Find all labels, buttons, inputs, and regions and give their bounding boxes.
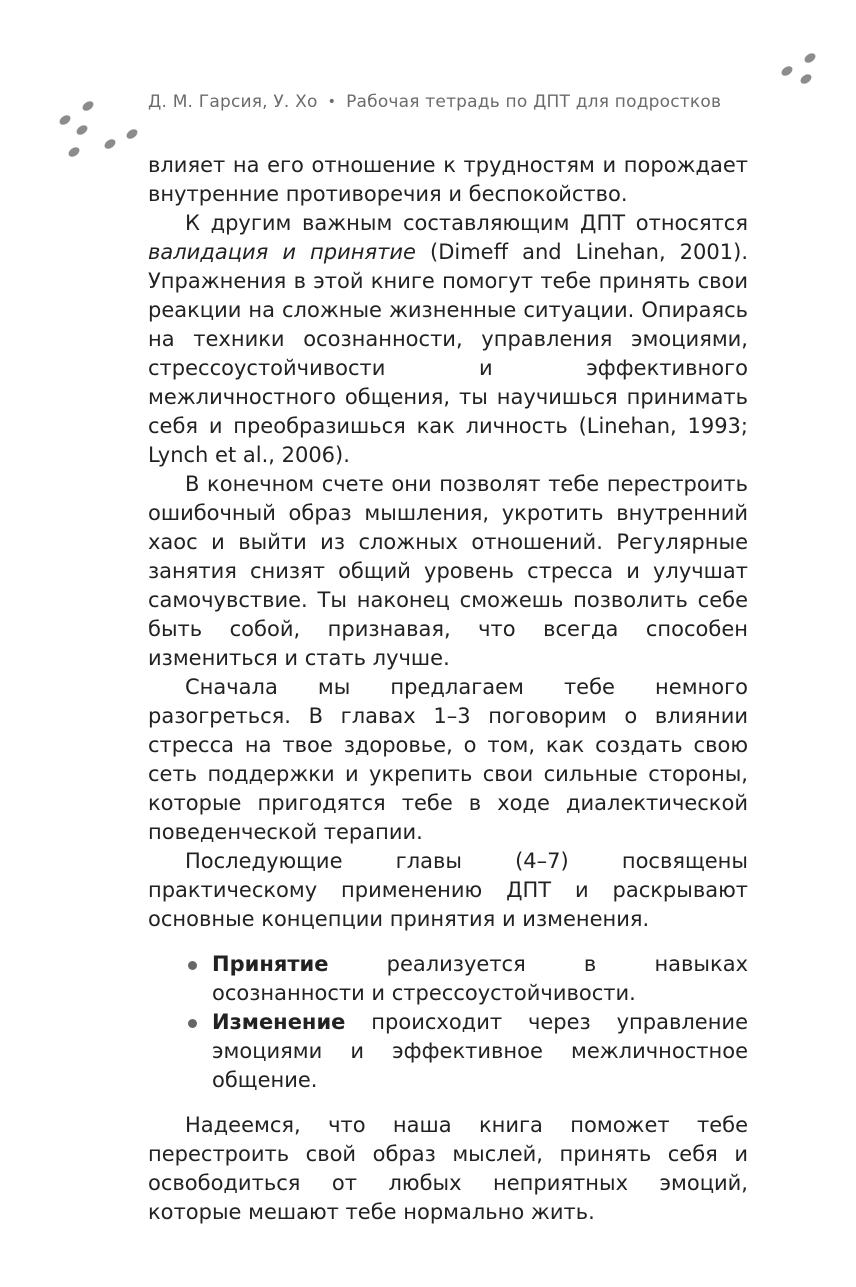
bullet-term: Принятие — [212, 952, 329, 976]
paragraph-6: Надеемся, что наша книга поможет тебе перестроить свой образ мыслей, принять себя и освободиться от любых неприятных эмоций, которые мешают тебе нормально жить. — [148, 1113, 748, 1224]
bullet-term: Изменение — [212, 1010, 346, 1034]
header-book-title: Рабочая тетрадь по ДПТ для подростков — [346, 92, 722, 112]
paragraph-2 — [148, 209, 748, 470]
dot-icon — [103, 137, 117, 150]
list-item — [148, 1008, 748, 1095]
bullet-icon — [188, 961, 197, 970]
paragraph-2-italic: валидация и принятие — [148, 240, 416, 264]
bullet-icon — [188, 1019, 197, 1028]
dot-icon — [75, 123, 89, 136]
dot-icon — [125, 127, 139, 140]
dot-icon — [803, 51, 817, 64]
header-separator: • — [327, 94, 337, 110]
dot-icon — [67, 145, 81, 158]
paragraph-4: Сначала мы предлагаем тебе немного разогреться. В главах 1–3 поговорим о влиянии стресса на твое здоровье, о том, как создать свою сеть поддержки и укрепить свои сильные стороны, которые пригодятся тебе в ходе диалектической поведенческой терапии. — [148, 675, 748, 844]
dot-icon — [81, 99, 95, 112]
bullet-text: происходит через управление эмоциями и эффективное межличностное общение. — [212, 1010, 748, 1092]
dot-icon — [780, 64, 794, 77]
paragraph-3: В конечном счете они позволят тебе перестроить ошибочный образ мышления, укротить внутренний хаос и выйти из сложных отношений. Регулярные занятия снизят общий уровень стресса и улучшат самочувствие. Ты наконец сможешь позволить себе быть собой, признавая, что всегда способен измениться и стать лучше. — [148, 472, 748, 670]
dot-icon — [58, 113, 72, 126]
paragraph-1: влияет на его отношение к трудностям и порождает внутренние противоречия и беспокойство. — [148, 153, 748, 206]
bullet-text: реализуется в навыках осознанности и стрессоустойчивости. — [212, 952, 748, 1005]
paragraph-2-end: (Dimeff and Linehan, 2001). Упражнения в этой книге помогут тебе принять свои реакции на сложные жизненные ситуации. Опираясь на техники осознанности, управления эмоциями, стрессоустойчивости и эффективного межличностного общения, ты научишься принимать себя и преобразишься как личность (Linehan, 1993; Lynch et al., 2006). — [148, 240, 748, 467]
body-text — [148, 151, 748, 1227]
paragraph-2-start: К другим важным составляющим ДПТ относятся — [185, 211, 748, 235]
list-item — [148, 950, 748, 1008]
paragraph-5: Последующие главы (4–7) посвящены практическому применению ДПТ и раскрывают основные концепции принятия и изменения. — [148, 849, 748, 931]
header-authors: Д. М. Гарсия, У. Хо — [148, 92, 318, 112]
bullet-list — [148, 950, 748, 1095]
dot-icon — [799, 72, 813, 85]
running-header — [148, 92, 721, 112]
